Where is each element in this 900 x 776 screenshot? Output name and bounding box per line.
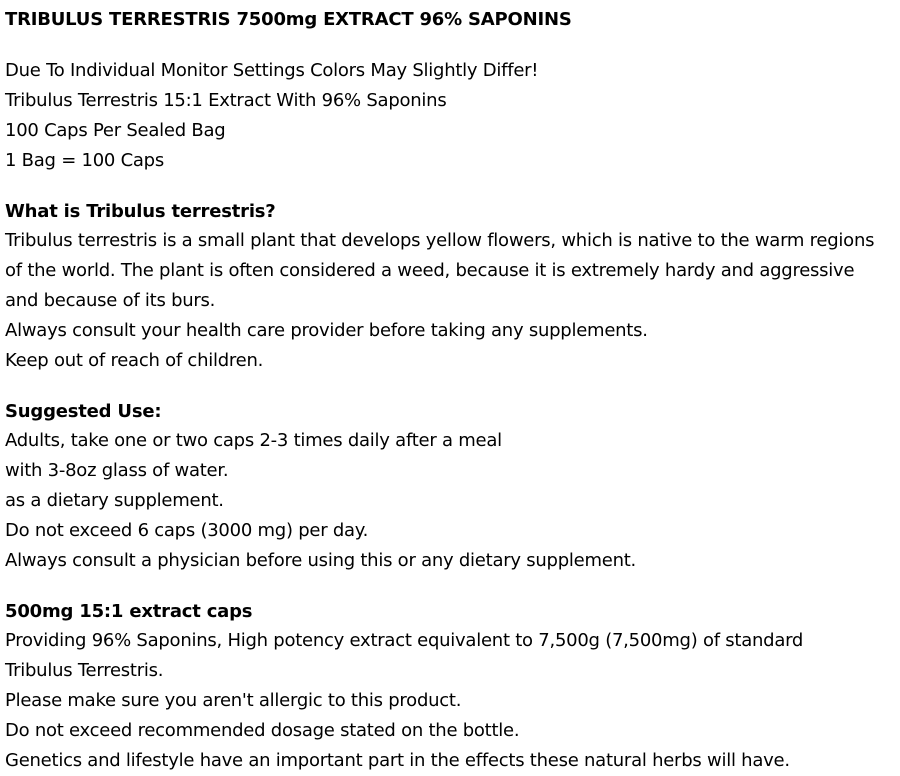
suggested-use-line: as a dietary supplement.: [5, 490, 224, 511]
intro-line: Tribulus Terrestris 15:1 Extract With 96% Saponins: [5, 90, 447, 111]
extract-caps-line: Tribulus Terrestris.: [5, 660, 164, 681]
product-description: [5, 8, 895, 776]
product-title: TRIBULUS TERRESTRIS 7500mg EXTRACT 96% SAPONINS: [5, 9, 572, 30]
what-is-line: Keep out of reach of children.: [5, 350, 264, 371]
suggested-use-section: [5, 398, 895, 576]
suggested-use-line: Adults, take one or two caps 2-3 times daily after a meal: [5, 430, 502, 451]
suggested-use-heading: Suggested Use:: [5, 401, 162, 422]
extract-caps-line: Genetics and lifestyle have an important part in the effects these natural herbs will have.: [5, 750, 790, 771]
extract-caps-line: Providing 96% Saponins, High potency extract equivalent to 7,500g (7,500mg) of standard: [5, 630, 804, 651]
what-is-line: Tribulus terrestris is a small plant that develops yellow flowers, which is native to the warm regions: [5, 230, 875, 251]
intro-section: [5, 56, 895, 176]
suggested-use-line: Do not exceed 6 caps (3000 mg) per day.: [5, 520, 369, 541]
extract-caps-section: [5, 598, 895, 776]
extract-caps-line: Please make sure you aren't allergic to this product.: [5, 690, 462, 711]
what-is-line: and because of its burs.: [5, 290, 216, 311]
intro-line: 1 Bag = 100 Caps: [5, 150, 164, 171]
extract-caps-heading: 500mg 15:1 extract caps: [5, 601, 253, 622]
suggested-use-line: with 3-8oz glass of water.: [5, 460, 229, 481]
extract-caps-line: Do not exceed recommended dosage stated on the bottle.: [5, 720, 520, 741]
what-is-line: of the world. The plant is often considered a weed, because it is extremely hardy and aggressive: [5, 260, 855, 281]
suggested-use-line: Always consult a physician before using this or any dietary supplement.: [5, 550, 637, 571]
intro-line: 100 Caps Per Sealed Bag: [5, 120, 226, 141]
what-is-heading: What is Tribulus terrestris?: [5, 201, 276, 222]
what-is-section: [5, 198, 895, 376]
intro-line: Due To Individual Monitor Settings Colors May Slightly Differ!: [5, 60, 539, 81]
what-is-line: Always consult your health care provider before taking any supplements.: [5, 320, 648, 341]
